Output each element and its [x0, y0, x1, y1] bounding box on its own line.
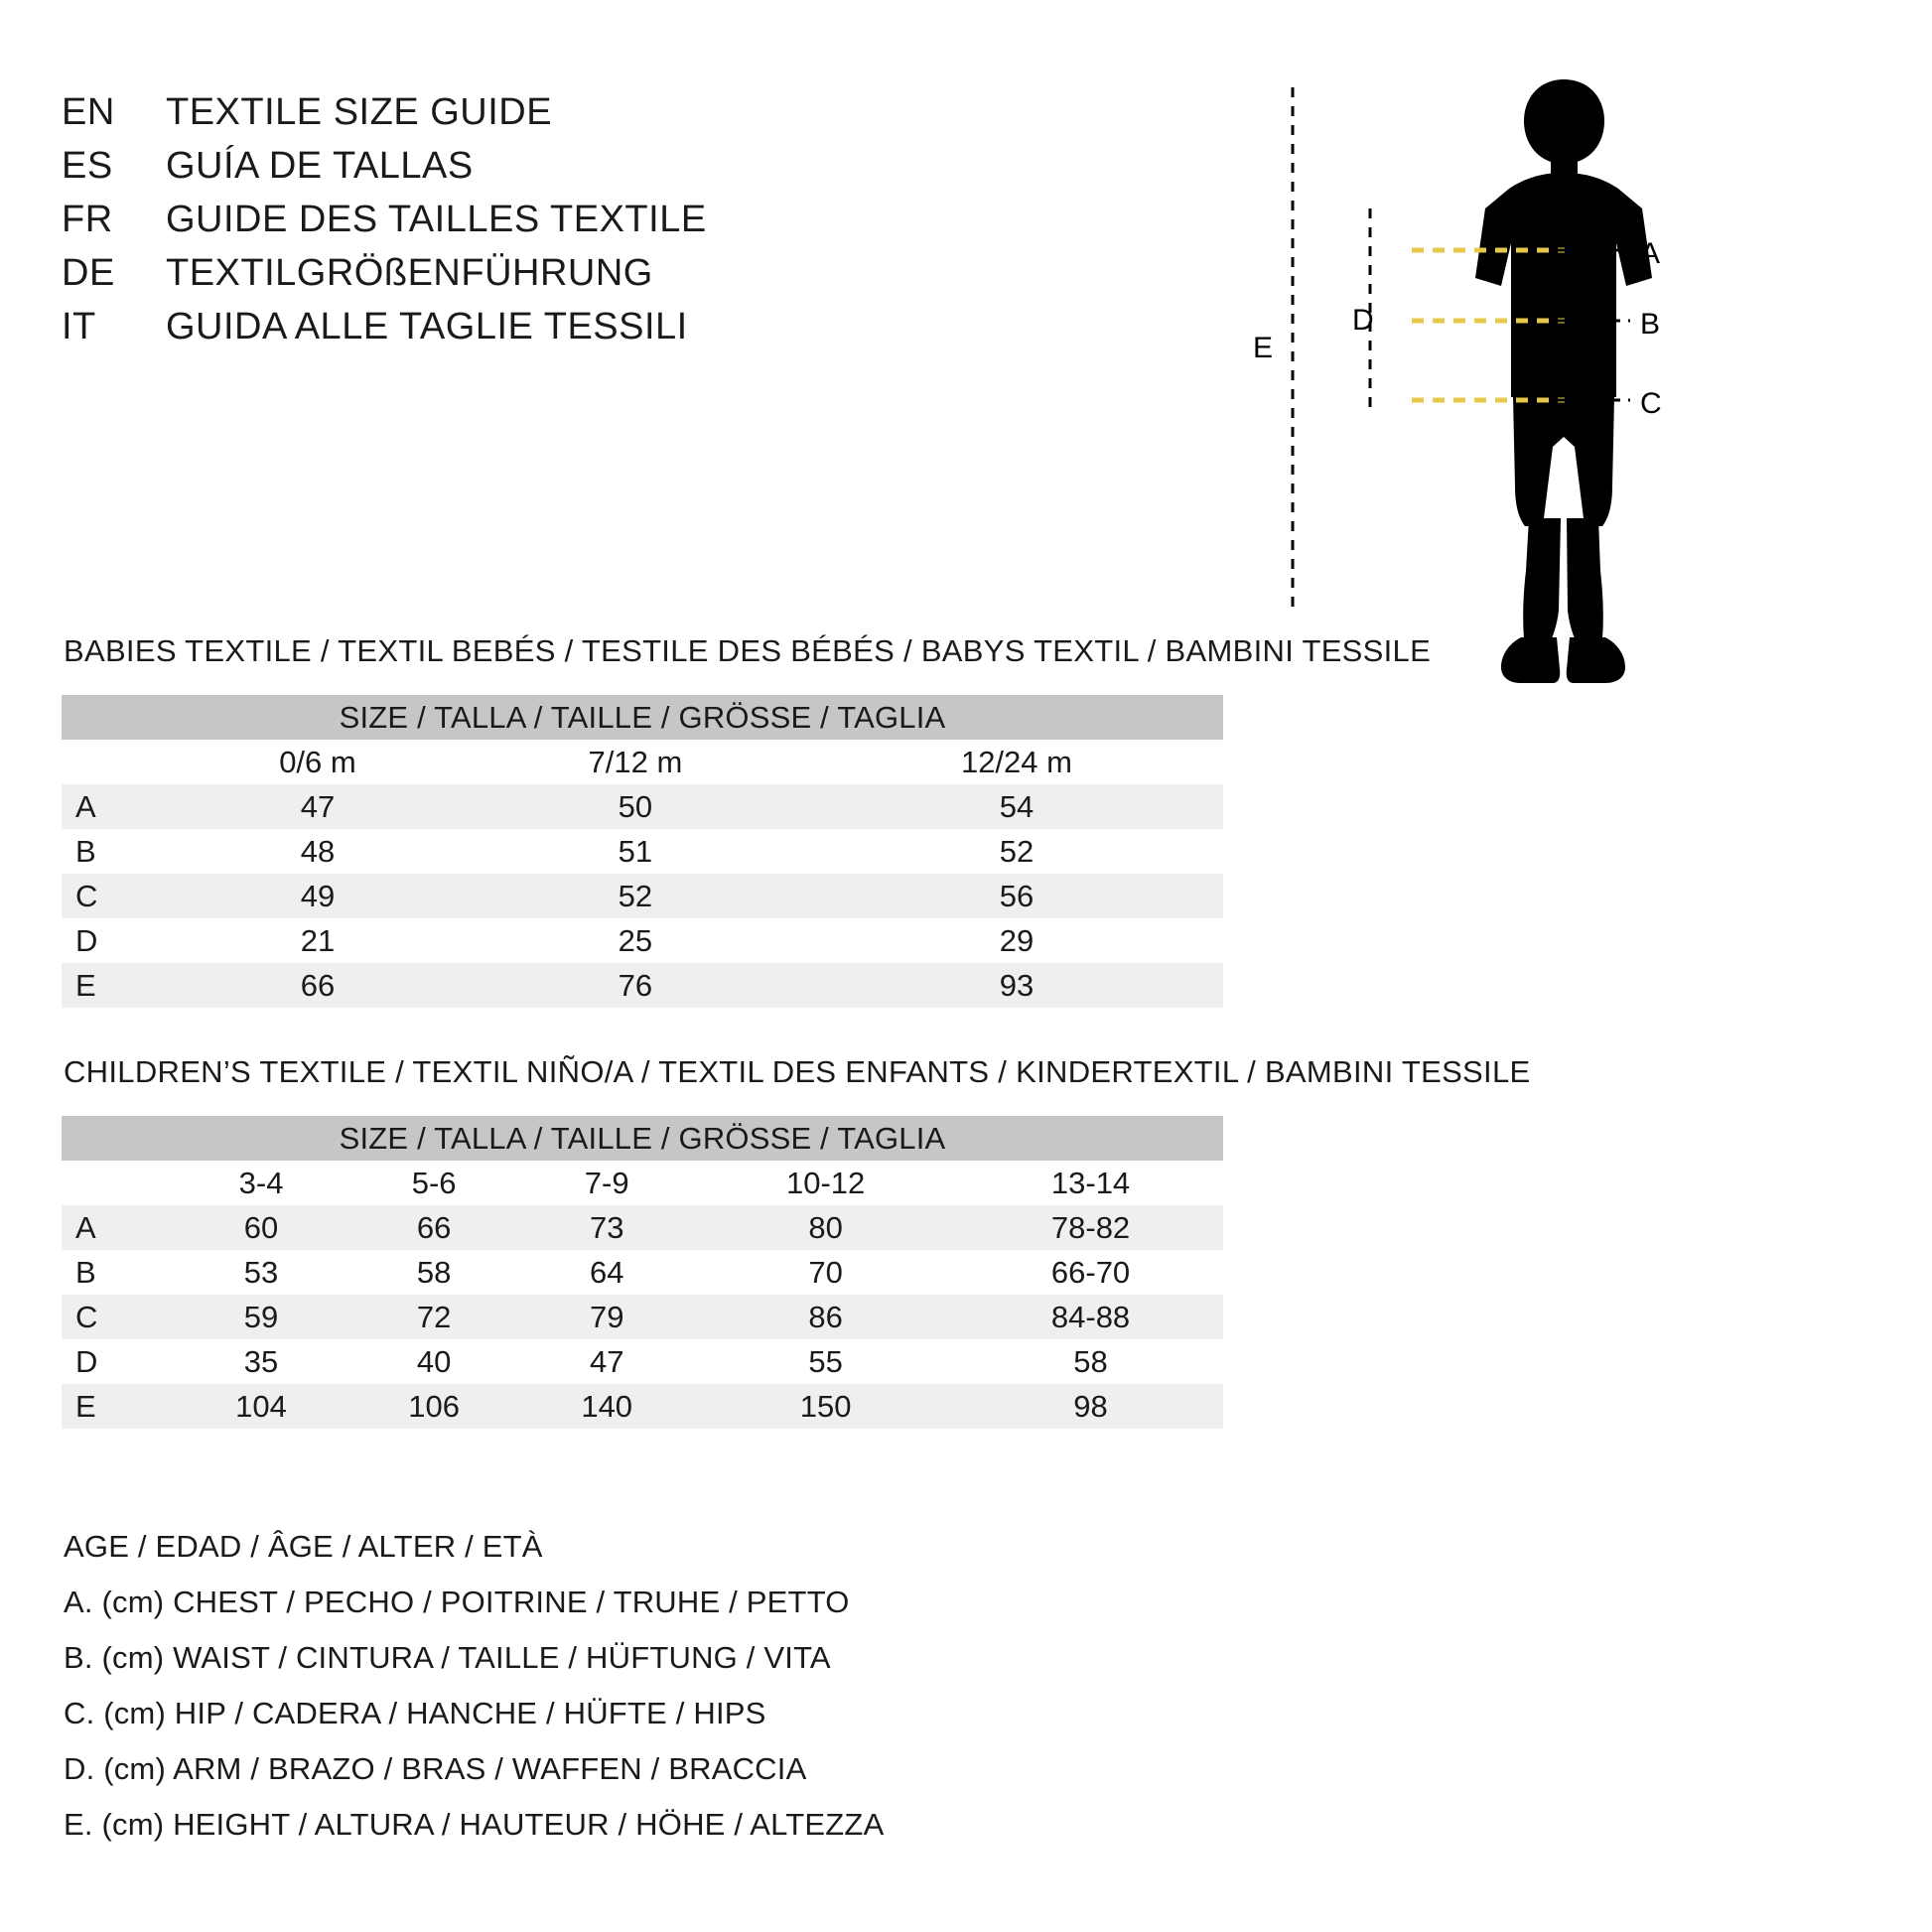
babies-b-1: 51: [461, 829, 810, 874]
children-e-3: 150: [693, 1384, 958, 1429]
language-code-es: ES: [62, 145, 113, 187]
babies-d-0: 21: [175, 918, 461, 963]
language-code-it: IT: [62, 306, 96, 347]
children-e-0: 104: [175, 1384, 347, 1429]
babies-c-0: 49: [175, 874, 461, 918]
babies-a-2: 54: [810, 784, 1223, 829]
figure-label-d: D: [1352, 304, 1374, 337]
figure-label-a: A: [1640, 237, 1661, 270]
babies-sizes-row: [62, 740, 1223, 784]
children-a-0: 60: [175, 1205, 347, 1250]
children-e-1: 106: [347, 1384, 520, 1429]
children-size-1: 5-6: [347, 1161, 520, 1205]
children-section-title: CHILDREN’S TEXTILE / TEXTIL NIÑO/A / TEXTIL DES ENFANTS / KINDERTEXTIL / BAMBINI TESSILE: [64, 1054, 1531, 1089]
table-row: [62, 784, 1223, 829]
figure-label-e: E: [1253, 332, 1274, 364]
language-row-de: [62, 252, 1154, 306]
children-c-3: 86: [693, 1295, 958, 1339]
babies-a-0: 47: [175, 784, 461, 829]
table-row: [62, 1384, 1223, 1429]
measurement-legend: [64, 1519, 1255, 1853]
children-row-label-c: C: [62, 1295, 175, 1339]
babies-size-2: 12/24 m: [810, 740, 1223, 784]
children-b-3: 70: [693, 1250, 958, 1295]
children-c-1: 72: [347, 1295, 520, 1339]
babies-row-label-e: E: [62, 963, 175, 1008]
babies-e-2: 93: [810, 963, 1223, 1008]
language-text-en: TEXTILE SIZE GUIDE: [166, 91, 553, 133]
children-table-header: SIZE / TALLA / TAILLE / GRÖSSE / TAGLIA: [62, 1116, 1223, 1161]
table-row: [62, 1339, 1223, 1384]
children-size-4: 13-14: [958, 1161, 1223, 1205]
children-row-label-b: B: [62, 1250, 175, 1295]
babies-row-label-d: D: [62, 918, 175, 963]
children-e-2: 140: [520, 1384, 693, 1429]
table-row: [62, 963, 1223, 1008]
babies-b-2: 52: [810, 829, 1223, 874]
babies-d-1: 25: [461, 918, 810, 963]
children-a-1: 66: [347, 1205, 520, 1250]
language-code-fr: FR: [62, 199, 113, 240]
babies-c-1: 52: [461, 874, 810, 918]
table-row: [62, 1295, 1223, 1339]
children-d-1: 40: [347, 1339, 520, 1384]
language-row-es: [62, 145, 1154, 199]
legend-chest: A. (cm) CHEST / PECHO / POITRINE / TRUHE / PETTO: [64, 1585, 850, 1619]
children-sizes-row-corner: [62, 1161, 175, 1205]
measurement-figure: [1253, 69, 1886, 764]
children-row-label-e: E: [62, 1384, 175, 1429]
babies-row-label-a: A: [62, 784, 175, 829]
babies-section-title: BABIES TEXTILE / TEXTIL BEBÉS / TESTILE DES BÉBÉS / BABYS TEXTIL / BAMBINI TESSILE: [64, 633, 1432, 668]
babies-row-label-b: B: [62, 829, 175, 874]
children-d-4: 58: [958, 1339, 1223, 1384]
babies-sizes-row-corner: [62, 740, 175, 784]
child-silhouette-icon: [1475, 79, 1652, 683]
babies-b-0: 48: [175, 829, 461, 874]
legend-height: E. (cm) HEIGHT / ALTURA / HAUTEUR / HÖHE / ALTEZZA: [64, 1807, 885, 1842]
children-a-3: 80: [693, 1205, 958, 1250]
legend-hip: C. (cm) HIP / CADERA / HANCHE / HÜFTE / HIPS: [64, 1696, 766, 1730]
language-text-es: GUÍA DE TALLAS: [166, 145, 474, 187]
children-b-2: 64: [520, 1250, 693, 1295]
figure-label-b: B: [1640, 308, 1661, 341]
language-text-it: GUIDA ALLE TAGLIE TESSILI: [166, 306, 688, 347]
language-text-de: TEXTILGRÖßENFÜHRUNG: [166, 252, 653, 294]
babies-e-1: 76: [461, 963, 810, 1008]
children-c-0: 59: [175, 1295, 347, 1339]
language-row-en: [62, 91, 1154, 145]
babies-size-1: 7/12 m: [461, 740, 810, 784]
table-row: [62, 1250, 1223, 1295]
children-a-2: 73: [520, 1205, 693, 1250]
children-row-label-a: A: [62, 1205, 175, 1250]
table-row: [62, 874, 1223, 918]
children-size-3: 10-12: [693, 1161, 958, 1205]
children-b-4: 66-70: [958, 1250, 1223, 1295]
babies-d-2: 29: [810, 918, 1223, 963]
children-size-table: [62, 1116, 1223, 1429]
language-code-de: DE: [62, 252, 115, 294]
children-d-3: 55: [693, 1339, 958, 1384]
children-c-4: 84-88: [958, 1295, 1223, 1339]
table-row: [62, 918, 1223, 963]
children-table-header-row: [62, 1116, 1223, 1161]
children-b-1: 58: [347, 1250, 520, 1295]
legend-waist: B. (cm) WAIST / CINTURA / TAILLE / HÜFTUNG / VITA: [64, 1640, 831, 1675]
babies-e-0: 66: [175, 963, 461, 1008]
children-e-4: 98: [958, 1384, 1223, 1429]
children-size-2: 7-9: [520, 1161, 693, 1205]
children-a-4: 78-82: [958, 1205, 1223, 1250]
children-d-2: 47: [520, 1339, 693, 1384]
children-b-0: 53: [175, 1250, 347, 1295]
babies-size-table: [62, 695, 1223, 1008]
language-header-block: [62, 91, 1154, 359]
babies-table-header-row: [62, 695, 1223, 740]
language-row-fr: [62, 199, 1154, 252]
children-d-0: 35: [175, 1339, 347, 1384]
babies-c-2: 56: [810, 874, 1223, 918]
table-row: [62, 1205, 1223, 1250]
children-sizes-row: [62, 1161, 1223, 1205]
language-code-en: EN: [62, 91, 115, 133]
language-text-fr: GUIDE DES TAILLES TEXTILE: [166, 199, 707, 240]
children-size-0: 3-4: [175, 1161, 347, 1205]
children-c-2: 79: [520, 1295, 693, 1339]
children-row-label-d: D: [62, 1339, 175, 1384]
babies-size-0: 0/6 m: [175, 740, 461, 784]
babies-row-label-c: C: [62, 874, 175, 918]
table-row: [62, 829, 1223, 874]
legend-arm: D. (cm) ARM / BRAZO / BRAS / WAFFEN / BRACCIA: [64, 1751, 807, 1786]
figure-label-c: C: [1640, 387, 1662, 420]
legend-age: AGE / EDAD / ÂGE / ALTER / ETÀ: [64, 1529, 543, 1564]
language-row-it: [62, 306, 1154, 359]
babies-a-1: 50: [461, 784, 810, 829]
babies-table-header: SIZE / TALLA / TAILLE / GRÖSSE / TAGLIA: [62, 695, 1223, 740]
